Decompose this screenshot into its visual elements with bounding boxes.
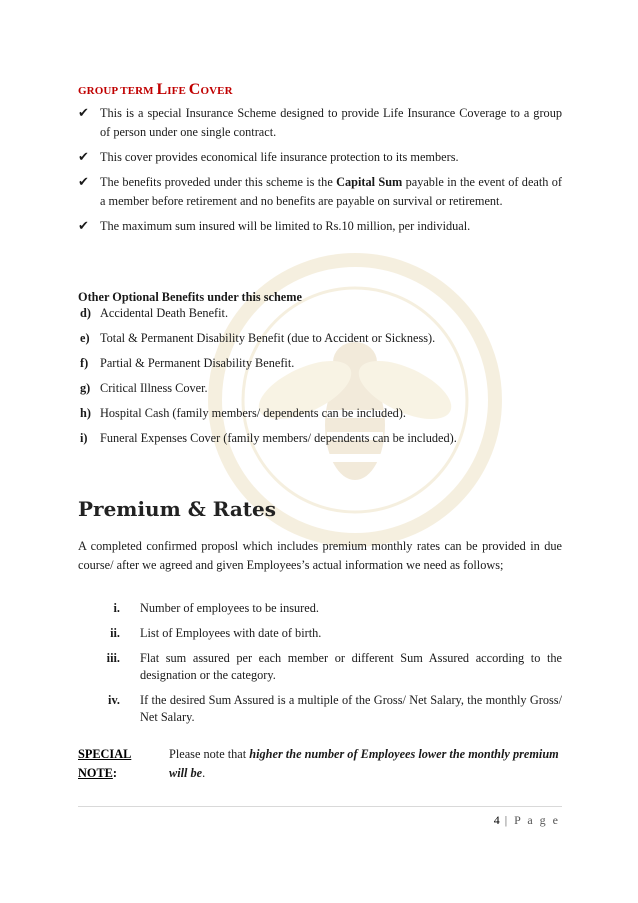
bullet-text (100, 173, 562, 211)
list-item-text: Partial & Permanent Disability Benefit. (100, 356, 295, 370)
list-marker: e) (80, 331, 90, 345)
list-marker: h) (80, 406, 91, 420)
bullet-item (78, 173, 562, 211)
list-marker: f) (80, 356, 89, 370)
bullet-item (78, 217, 562, 236)
page-number: 4 (493, 813, 500, 827)
feature-bullet-list (78, 104, 562, 242)
list-marker: iii. (106, 651, 120, 665)
list-marker: iv. (108, 693, 120, 707)
list-item (80, 304, 560, 323)
list-item (80, 354, 560, 373)
special-note-label (78, 745, 169, 783)
bullet-item (78, 148, 562, 167)
heading-part: OVER (200, 85, 233, 97)
list-item (80, 329, 560, 348)
footer-divider (78, 806, 562, 807)
list-item-text: Flat sum assured per each member or different Sum Assured according to the designation or the category. (140, 651, 562, 682)
checkmark-icon: ✔ (78, 219, 89, 234)
list-marker: i) (80, 431, 88, 445)
special-note-emphasis: higher the number of Employees lower the monthly premium will be (169, 747, 559, 780)
list-item-text: Critical Illness Cover. (100, 381, 208, 395)
special-note-text (169, 745, 562, 783)
special-note-text-part: . (202, 766, 206, 780)
bullet-item (78, 104, 562, 142)
list-item-text: Number of employees to be insured. (140, 601, 319, 615)
list-marker: g) (80, 381, 91, 395)
list-item-text: Accidental Death Benefit. (100, 306, 229, 320)
list-item-text: If the desired Sum Assured is a multiple of the Gross/ Net Salary, the monthly Gross/ Net Salary. (140, 693, 562, 724)
checkmark-icon: ✔ (78, 175, 89, 190)
requirements-list (100, 600, 562, 734)
list-item (100, 625, 562, 642)
list-item (80, 429, 560, 448)
bullet-text-bold: Capital Sum (336, 175, 403, 189)
special-note-text-part: Please note that (169, 747, 250, 761)
list-item-text: List of Employees with date of birth. (140, 626, 322, 640)
page-label: P a g e (514, 813, 560, 827)
bullet-text: The maximum sum insured will be limited to Rs.10 million, per individual. (100, 219, 471, 233)
list-item-text: Hospital Cash (family members/ dependents can be included). (100, 406, 406, 420)
heading-initial: L (156, 81, 168, 98)
bullet-text-part: The benefits proveded under this scheme is the (100, 175, 337, 189)
list-marker: ii. (110, 626, 120, 640)
premium-intro-paragraph: A completed confirmed proposl which includes premium monthly rates can be provided in due course/ after we agreed and given Employees’s actual information we need as follows; (78, 539, 562, 572)
bullet-text: This is a special Insurance Scheme designed to provide Life Insurance Coverage to a group of person under one single contract. (100, 106, 562, 139)
checkmark-icon: ✔ (78, 150, 89, 165)
heading-initial: C (188, 81, 201, 98)
heading-part: IFE (167, 85, 189, 97)
optional-benefits-title: Other Optional Benefits under this scheme (78, 290, 302, 304)
bullet-text-part: payable in the event of death of a member before retirement and no benefits are payable on survival or retirement. (100, 175, 562, 208)
heading-part: GROUP TERM (78, 85, 157, 97)
list-marker: d) (80, 306, 91, 320)
special-note-label-text: SPECIAL NOTE (78, 747, 132, 780)
section-heading (78, 81, 233, 99)
footer-separator: | (499, 813, 515, 827)
bullet-text: This cover provides economical life insurance protection to its members. (100, 150, 459, 164)
page-footer (494, 813, 560, 828)
special-note (78, 745, 562, 783)
list-item-text: Total & Permanent Disability Benefit (due to Accident or Sickness). (100, 331, 436, 345)
optional-benefits-list (80, 304, 560, 454)
premium-rates-heading: Premium & Rates (78, 497, 277, 521)
list-item-text: Funeral Expenses Cover (family members/ dependents can be included). (100, 431, 457, 445)
list-item (100, 650, 562, 684)
list-item (100, 692, 562, 726)
list-item (80, 404, 560, 423)
list-item (100, 600, 562, 617)
list-marker: i. (113, 601, 120, 615)
checkmark-icon: ✔ (78, 106, 89, 121)
special-note-colon: : (112, 766, 117, 780)
list-item (80, 379, 560, 398)
